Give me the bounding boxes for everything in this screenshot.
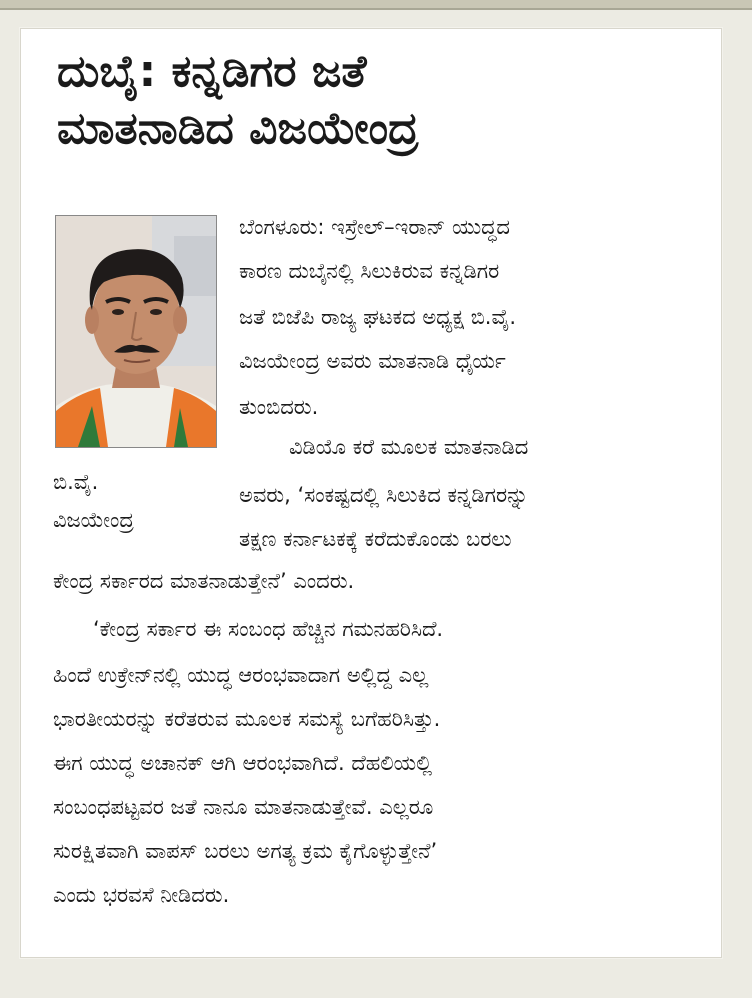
- headline-line-2: ಮಾತನಾಡಿದ ವಿಜಯೇಂದ್ರ: [57, 103, 419, 154]
- portrait-illustration: [56, 216, 216, 447]
- caption-line-1: ಬಿ.ವೈ.: [53, 470, 99, 494]
- body-line: ಬೆಂಗಳೂರು: ಇಸ್ರೇಲ್–ಇರಾನ್ ಯುದ್ಧದ: [239, 215, 510, 239]
- body-line: ಹಿಂದೆ ಉಕ್ರೇನ್‌ನಲ್ಲಿ ಯುದ್ಧ ಆರಂಭವಾದಾಗ ಅಲ್ಲಿದ್ದ ಎಲ್ಲ: [53, 663, 429, 687]
- body-line: ಎಂದು ಭರವಸೆ ನೀಡಿದರು.: [53, 883, 230, 907]
- portrait-photo: [55, 215, 217, 448]
- news-clipping: [20, 28, 722, 958]
- body-line: ಕೇಂದ್ರ ಸರ್ಕಾರದ ಮಾತನಾಡುತ್ತೇನೆ’ ಎಂದರು.: [53, 569, 355, 593]
- headline-line-1: ದುಬೈ: ಕನ್ನಡಿಗರ ಜತೆ: [57, 46, 367, 97]
- body-line: ವಿಜಯೇಂದ್ರ ಅವರು ಮಾತನಾಡಿ ಧೈರ್ಯ: [239, 349, 506, 373]
- headline: [57, 43, 697, 157]
- body-line: ಈಗ ಯುದ್ಧ ಅಚಾನಕ್ ಆಗಿ ಆರಂಭವಾಗಿದೆ. ದೆಹಲಿಯಲ್ಲಿ: [53, 751, 433, 775]
- photo-caption: [53, 463, 203, 539]
- body-line: ಭಾರತೀಯರನ್ನು ಕರೆತರುವ ಮೂಲಕ ಸಮಸ್ಯೆ ಬಗೆಹರಿಸಿತ್ತು.: [53, 707, 441, 731]
- body-line: ವಿಡಿಯೊ ಕರೆ ಮೂಲಕ ಮಾತನಾಡಿದ: [289, 435, 529, 459]
- body-line: ಸುರಕ್ಷಿತವಾಗಿ ವಾಪಸ್ ಬರಲು ಅಗತ್ಯ ಕ್ರಮ ಕೈಗೊಳ್ಳುತ್ತೇನೆ’: [53, 839, 438, 863]
- caption-line-2: ವಿಜಯೇಂದ್ರ: [53, 508, 134, 532]
- top-border-strip: [0, 0, 752, 10]
- body-line: ತುಂಬಿದರು.: [239, 395, 319, 419]
- body-line: ಸಂಬಂಧಪಟ್ಟವರ ಜತೆ ನಾನೂ ಮಾತನಾಡುತ್ತೇವೆ. ಎಲ್ಲರೂ: [53, 795, 434, 819]
- body-line: ಅವರು, ‘ಸಂಕಷ್ಟದಲ್ಲಿ ಸಿಲುಕಿದ ಕನ್ನಡಿಗರನ್ನು: [239, 483, 529, 507]
- body-line: ‘ಕೇಂದ್ರ ಸರ್ಕಾರ ಈ ಸಂಬಂಧ ಹೆಚ್ಚಿನ ಗಮನಹರಿಸಿದೆ.: [93, 617, 444, 641]
- body-line: ಜತೆ ಬಿಜೆಪಿ ರಾಜ್ಯ ಘಟಕದ ಅಧ್ಯಕ್ಷ ಬಿ.ವೈ.: [239, 305, 517, 329]
- body-line: ತಕ್ಷಣ ಕರ್ನಾಟಕಕ್ಕೆ ಕರೆದುಕೊಂಡು ಬರಲು: [239, 527, 512, 551]
- body-line: ಕಾರಣ ದುಬೈನಲ್ಲಿ ಸಿಲುಕಿರುವ ಕನ್ನಡಿಗರ: [239, 259, 500, 283]
- top-border-line: [0, 8, 752, 10]
